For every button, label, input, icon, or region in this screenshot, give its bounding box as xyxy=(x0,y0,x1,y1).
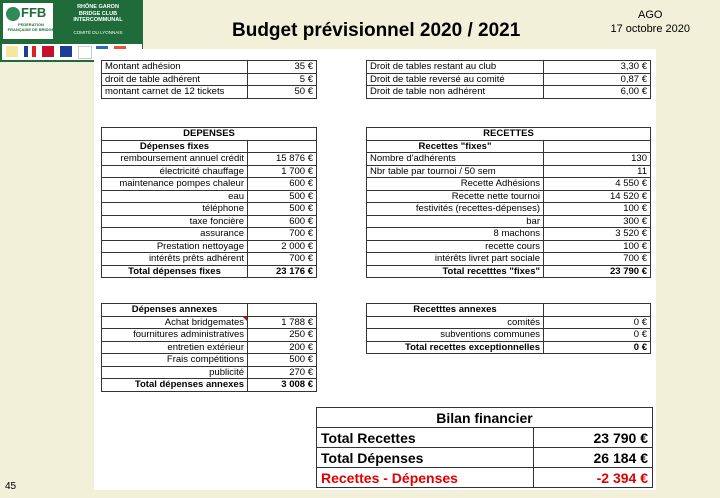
row-label: 8 machons xyxy=(367,228,544,241)
row-label: entretien extérieur xyxy=(102,341,248,354)
row-label: téléphone xyxy=(102,203,248,216)
table-row xyxy=(367,165,651,178)
table-row xyxy=(102,316,317,329)
table-row xyxy=(102,86,317,99)
recettes-subheader: Recettes "fixes" xyxy=(367,140,544,153)
table-row xyxy=(102,341,317,354)
table-row xyxy=(317,428,653,448)
table-subheader-row xyxy=(102,140,317,153)
depenses-annexes-table xyxy=(101,303,317,392)
table-row xyxy=(102,253,317,266)
row-value: 0 € xyxy=(544,329,651,342)
table-row xyxy=(367,228,651,241)
table-row xyxy=(102,240,317,253)
row-label: comités xyxy=(367,316,544,329)
row-value: 270 € xyxy=(248,366,317,379)
depenses-table xyxy=(101,127,317,278)
table-total-row xyxy=(367,265,651,278)
row-label: Recette Adhésions xyxy=(367,178,544,191)
table-row xyxy=(367,61,651,74)
eu-flag-icon xyxy=(60,46,72,57)
row-label: festivités (recettes-dépenses) xyxy=(367,203,544,216)
emblem-icon xyxy=(78,46,92,59)
total-label: Total dépenses annexes xyxy=(102,379,248,392)
row-value: 700 € xyxy=(544,253,651,266)
row-label: Frais compétitions xyxy=(102,354,248,367)
table-subheader-row xyxy=(367,140,651,153)
row-label: assurance xyxy=(102,228,248,241)
row-label: maintenance pompes chaleur xyxy=(102,178,248,191)
ffb-logo xyxy=(3,3,53,39)
row-label: intérêts prêts adhérent xyxy=(102,253,248,266)
table-total-row xyxy=(367,341,651,354)
table-row xyxy=(102,366,317,379)
recettes-annexes-header: Recetttes annexes xyxy=(367,304,544,317)
bilan-title: Bilan financier xyxy=(317,408,653,428)
total-value: 23 176 € xyxy=(248,265,317,278)
tarif-label: montant carnet de 12 tickets xyxy=(102,86,248,99)
tarif-value: 5 € xyxy=(248,73,317,86)
row-value: 100 € xyxy=(544,240,651,253)
table-row xyxy=(102,73,317,86)
table-row xyxy=(367,240,651,253)
row-value: 250 € xyxy=(248,329,317,342)
tarifs-right-table xyxy=(366,60,651,99)
table-total-row xyxy=(102,265,317,278)
row-value: 700 € xyxy=(248,228,317,241)
ago-date: 17 octobre 2020 xyxy=(610,23,690,35)
row-value: 600 € xyxy=(248,178,317,191)
empty-cell xyxy=(544,140,651,153)
bilan-result-value: -2 394 € xyxy=(534,468,653,488)
table-row xyxy=(367,73,651,86)
total-value: 23 790 € xyxy=(544,265,651,278)
depenses-subheader: Dépenses fixes xyxy=(102,140,248,153)
tree-icon xyxy=(6,7,20,21)
bilan-label: Total Recettes xyxy=(317,428,534,448)
recettes-header: RECETTES xyxy=(367,128,651,141)
table-row xyxy=(102,354,317,367)
budget-sheet xyxy=(94,49,656,490)
row-value: 300 € xyxy=(544,215,651,228)
row-value: 1 788 € xyxy=(248,316,317,329)
bilan-header-row xyxy=(317,408,653,428)
french-flag-icon xyxy=(24,46,36,57)
bilan-value: 26 184 € xyxy=(534,448,653,468)
row-value: 2 000 € xyxy=(248,240,317,253)
table-row xyxy=(102,153,317,166)
compass-icon xyxy=(6,46,18,57)
row-value: 100 € xyxy=(544,203,651,216)
row-value: 0 € xyxy=(544,316,651,329)
tarif-label: Montant adhésion xyxy=(102,61,248,74)
row-value: 130 xyxy=(544,153,651,166)
bilan-result-row xyxy=(317,468,653,488)
total-value: 3 008 € xyxy=(248,379,317,392)
table-row xyxy=(367,86,651,99)
tarif-label: Droit de tables restant au club xyxy=(367,61,544,74)
row-label: Nombre d'adhérents xyxy=(367,153,544,166)
tarif-value: 50 € xyxy=(248,86,317,99)
row-label: taxe foncière xyxy=(102,215,248,228)
row-label: électricité chauffage xyxy=(102,165,248,178)
total-value: 0 € xyxy=(544,341,651,354)
ago-label: AGO xyxy=(638,9,663,21)
club-name-line1: RHÔNE GARON xyxy=(77,4,119,10)
table-row xyxy=(102,215,317,228)
total-label: Total recetttes "fixes" xyxy=(367,265,544,278)
bilan-table xyxy=(316,407,653,488)
row-label: remboursement annuel crédit xyxy=(102,153,248,166)
table-total-row xyxy=(102,379,317,392)
row-label: Prestation nettoyage xyxy=(102,240,248,253)
page-title: Budget prévisionnel 2020 / 2021 xyxy=(232,20,521,41)
club-name-line3: INTERCOMMUNAL xyxy=(73,17,123,23)
row-label: Achat bridgemates xyxy=(164,316,244,328)
tarif-value: 0,87 € xyxy=(544,73,651,86)
crest-icon xyxy=(42,46,54,57)
row-label: subventions communes xyxy=(367,329,544,342)
row-value: 700 € xyxy=(248,253,317,266)
depenses-header: DEPENSES xyxy=(102,128,317,141)
row-value: 11 xyxy=(544,165,651,178)
ago-block xyxy=(610,8,690,36)
row-value: 15 876 € xyxy=(248,153,317,166)
table-header-row xyxy=(102,304,317,317)
ffb-text: FFB xyxy=(21,5,47,20)
table-row xyxy=(102,178,317,191)
table-row xyxy=(102,228,317,241)
comment-marker-icon xyxy=(243,317,248,322)
tarif-value: 35 € xyxy=(248,61,317,74)
empty-cell xyxy=(248,304,317,317)
club-name xyxy=(56,4,140,24)
row-label: intérêts livret part sociale xyxy=(367,253,544,266)
table-header-row xyxy=(367,304,651,317)
federation-text: FEDERATION FRANÇAISE DE BRIDGE xyxy=(7,22,55,32)
table-row xyxy=(317,448,653,468)
row-value: 1 700 € xyxy=(248,165,317,178)
recettes-table xyxy=(366,127,651,278)
tarifs-left-table xyxy=(101,60,317,99)
page-number: 45 xyxy=(5,481,17,492)
table-header-row xyxy=(102,128,317,141)
row-label: bar xyxy=(367,215,544,228)
row-value: 4 550 € xyxy=(544,178,651,191)
depenses-annexes-header: Dépenses annexes xyxy=(102,304,248,317)
row-value: 500 € xyxy=(248,190,317,203)
table-row xyxy=(102,61,317,74)
bilan-label: Total Dépenses xyxy=(317,448,534,468)
table-header-row xyxy=(367,128,651,141)
tarif-label: droit de table adhérent xyxy=(102,73,248,86)
empty-cell xyxy=(544,304,651,317)
tarif-value: 3,30 € xyxy=(544,61,651,74)
table-row xyxy=(102,329,317,342)
row-label: publicité xyxy=(102,366,248,379)
row-label: eau xyxy=(102,190,248,203)
total-label: Total recettes exceptionnelles xyxy=(367,341,544,354)
row-value: 3 520 € xyxy=(544,228,651,241)
table-row xyxy=(367,253,651,266)
table-row xyxy=(367,215,651,228)
tarif-label: Droit de table reversé au comité xyxy=(367,73,544,86)
comite-text: COMITÉ DU LYONNAIS xyxy=(73,30,123,35)
row-value: 600 € xyxy=(248,215,317,228)
bilan-value: 23 790 € xyxy=(534,428,653,448)
table-row xyxy=(367,203,651,216)
table-row xyxy=(367,178,651,191)
table-row xyxy=(367,190,651,203)
row-value: 14 520 € xyxy=(544,190,651,203)
row-value: 500 € xyxy=(248,203,317,216)
row-label-cell xyxy=(102,316,248,329)
table-row xyxy=(367,329,651,342)
row-label: recette cours xyxy=(367,240,544,253)
recettes-annexes-table xyxy=(366,303,651,354)
table-row xyxy=(367,316,651,329)
row-label: fournitures administratives xyxy=(102,329,248,342)
club-name-line2: BRIDGE CLUB xyxy=(78,10,118,17)
tarif-label: Droit de table non adhérent xyxy=(367,86,544,99)
bilan-result-label: Recettes - Dépenses xyxy=(317,468,534,488)
table-row xyxy=(367,153,651,166)
table-row xyxy=(102,203,317,216)
table-row xyxy=(102,165,317,178)
row-value: 200 € xyxy=(248,341,317,354)
row-label: Nbr table par tournoi / 50 sem xyxy=(367,165,544,178)
total-label: Total dépenses fixes xyxy=(102,265,248,278)
tarif-value: 6,00 € xyxy=(544,86,651,99)
table-row xyxy=(102,190,317,203)
row-label: Recette nette tournoi xyxy=(367,190,544,203)
row-value: 500 € xyxy=(248,354,317,367)
empty-cell xyxy=(248,140,317,153)
